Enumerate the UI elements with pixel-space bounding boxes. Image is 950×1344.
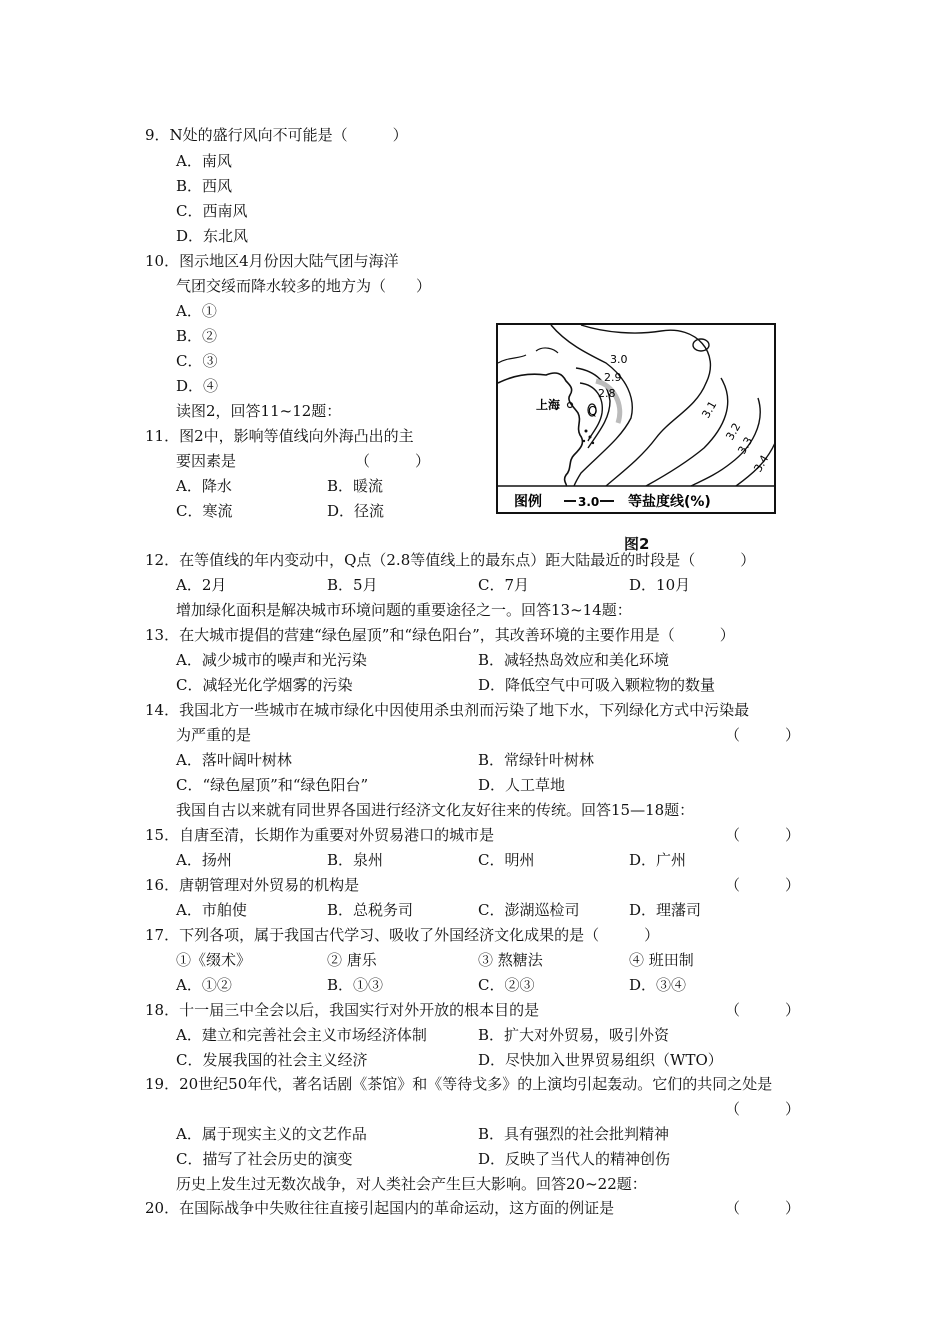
q16-answer-paren: （ ）	[725, 876, 801, 894]
question-14-stem-line1: 14．我国北方一些城市在城市绿化中因使用杀虫剂而污染了地下水，下列绿化方式中污染最	[145, 701, 750, 719]
q16-option-d: D．理藩司	[629, 901, 702, 919]
q9-option-b: B．西风	[176, 177, 233, 195]
legend-prefix: 图例	[514, 494, 542, 510]
q15-option-b: B．泉州	[327, 851, 384, 869]
q19-option-b: B．具有强烈的社会批判精神	[478, 1125, 670, 1143]
salinity-contour-map	[496, 323, 776, 514]
q17-item-3: ③ 熬糖法	[478, 951, 543, 969]
q17-option-b: B．①③	[327, 976, 384, 994]
intro-13-14: 增加绿化面积是解决城市环境问题的重要途径之一。回答13~14题：	[176, 601, 632, 619]
q14-option-d: D．人工草地	[478, 776, 566, 794]
q15-option-d: D．广州	[629, 851, 687, 869]
label-3-1: 3.1	[699, 398, 720, 421]
q18-option-c: C．发展我国的社会主义经济	[176, 1051, 368, 1069]
q14-option-b: B．常绿针叶树林	[478, 751, 595, 769]
q14-option-a: A．落叶阔叶树林	[176, 751, 292, 769]
q10-option-c: C．③	[176, 352, 218, 370]
q16-option-a: A．市舶使	[176, 901, 247, 919]
point-q-label: Q	[588, 404, 598, 418]
q19-option-a: A．属于现实主义的文艺作品	[176, 1125, 367, 1143]
q14-answer-paren: （ ）	[725, 726, 801, 744]
q15-option-a: A．扬州	[176, 851, 232, 869]
q15-option-c: C．明州	[478, 851, 535, 869]
q19-answer-paren: （ ）	[725, 1100, 801, 1118]
q11-option-d: D．径流	[327, 502, 385, 520]
q14-option-c: C．“绿色屋顶”和“绿色阳台”	[176, 776, 369, 794]
legend-line-value: 3.0	[578, 495, 600, 509]
q19-option-c: C．描写了社会历史的演变	[176, 1150, 353, 1168]
q17-option-a: A．①②	[176, 976, 232, 994]
q17-option-d: D．③④	[629, 976, 687, 994]
q17-item-1: ①《缀术》	[176, 951, 252, 969]
question-19-stem: 19．20世纪50年代，著名话剧《茶馆》和《等待戈多》的上演均引起轰动。它们的共同之处是	[145, 1075, 773, 1093]
q11-option-a: A．降水	[176, 477, 232, 495]
question-16-stem: 16．唐朝管理对外贸易的机构是	[145, 876, 360, 894]
label-3-0: 3.0	[610, 353, 628, 366]
question-13-stem: 13．在大城市提倡的营建“绿色屋顶”和“绿色阳台”，其改善环境的主要作用是（ ）	[145, 626, 735, 644]
q17-option-c: C．②③	[478, 976, 535, 994]
q17-item-4: ④ 班田制	[629, 951, 694, 969]
q10-option-d: D．④	[176, 377, 219, 395]
city-label: 上海	[536, 398, 561, 412]
q13-option-d: D．降低空气中可吸入颗粒物的数量	[478, 676, 716, 694]
q13-option-c: C．减轻光化学烟雾的污染	[176, 676, 353, 694]
q12-option-c: C．7月	[478, 576, 530, 594]
question-18-stem: 18．十一届三中全会以后，我国实行对外开放的根本目的是	[145, 1001, 540, 1019]
q12-option-d: D．10月	[629, 576, 691, 594]
q13-option-a: A．减少城市的噪声和光污染	[176, 651, 367, 669]
legend-text: 等盐度线(%)	[628, 494, 711, 510]
q9-option-d: D．东北风	[176, 227, 249, 245]
q12-option-a: A．2月	[176, 576, 227, 594]
q13-option-b: B．减轻热岛效应和美化环境	[478, 651, 670, 669]
q17-item-2: ② 唐乐	[327, 951, 377, 969]
label-3-4: 3.4	[751, 452, 772, 475]
question-12-stem: 12．在等值线的年内变动中，Q点（2.8等值线上的最东点）距大陆最近的时段是（ ）	[145, 551, 756, 569]
label-3-3: 3.3	[735, 434, 756, 457]
question-9-stem: 9．N处的盛行风向不可能是（ ）	[145, 126, 408, 144]
q18-answer-paren: （ ）	[725, 1001, 801, 1019]
q10-option-b: B．②	[176, 327, 218, 345]
question-15-stem: 15．自唐至清，长期作为重要对外贸易港口的城市是	[145, 826, 495, 844]
q12-option-b: B．5月	[327, 576, 378, 594]
figure-caption: 图2	[624, 535, 650, 553]
q10-option-a: A．①	[176, 302, 217, 320]
q11-option-c: C．寒流	[176, 502, 233, 520]
question-10-stem-line1: 10．图示地区4月份因大陆气团与海洋	[145, 252, 399, 270]
q9-option-a: A．南风	[176, 152, 232, 170]
q20-answer-paren: （ ）	[725, 1199, 801, 1217]
intro-15-18: 我国自古以来就有同世界各国进行经济文化友好往来的传统。回答15—18题：	[176, 801, 695, 819]
q11-option-b: B．暖流	[327, 477, 384, 495]
q15-answer-paren: （ ）	[725, 826, 801, 844]
q9-option-c: C．西南风	[176, 202, 248, 220]
question-14-stem-line2: 为严重的是	[176, 726, 252, 744]
q11-answer-paren: （ ）	[355, 452, 431, 470]
question-11-stem-line2: 要因素是	[176, 452, 237, 470]
q16-option-b: B．总税务司	[327, 901, 414, 919]
intro-11-12: 读图2，回答11~12题：	[176, 402, 342, 420]
question-10-stem-line2: 气团交绥而降水较多的地方为（ ）	[176, 277, 432, 295]
q18-option-b: B．扩大对外贸易，吸引外资	[478, 1026, 670, 1044]
q18-option-d: D．尽快加入世界贸易组织（WTO）	[478, 1051, 723, 1069]
q18-option-a: A．建立和完善社会主义市场经济体制	[176, 1026, 427, 1044]
question-17-stem: 17．下列各项，属于我国古代学习、吸收了外国经济文化成果的是（ ）	[145, 926, 660, 944]
question-20-stem: 20．在国际战争中失败往往直接引起国内的革命运动，这方面的例证是	[145, 1199, 615, 1217]
label-2-9: 2.9	[604, 371, 622, 384]
q19-option-d: D．反映了当代人的精神创伤	[478, 1150, 671, 1168]
label-3-2: 3.2	[723, 420, 744, 443]
intro-20-22: 历史上发生过无数次战争，对人类社会产生巨大影响。回答20~22题：	[176, 1175, 647, 1193]
q16-option-c: C．澎湖巡检司	[478, 901, 580, 919]
label-2-8: 2.8	[598, 387, 616, 400]
question-11-stem-line1: 11．图2中，影响等值线向外海凸出的主	[145, 427, 414, 445]
